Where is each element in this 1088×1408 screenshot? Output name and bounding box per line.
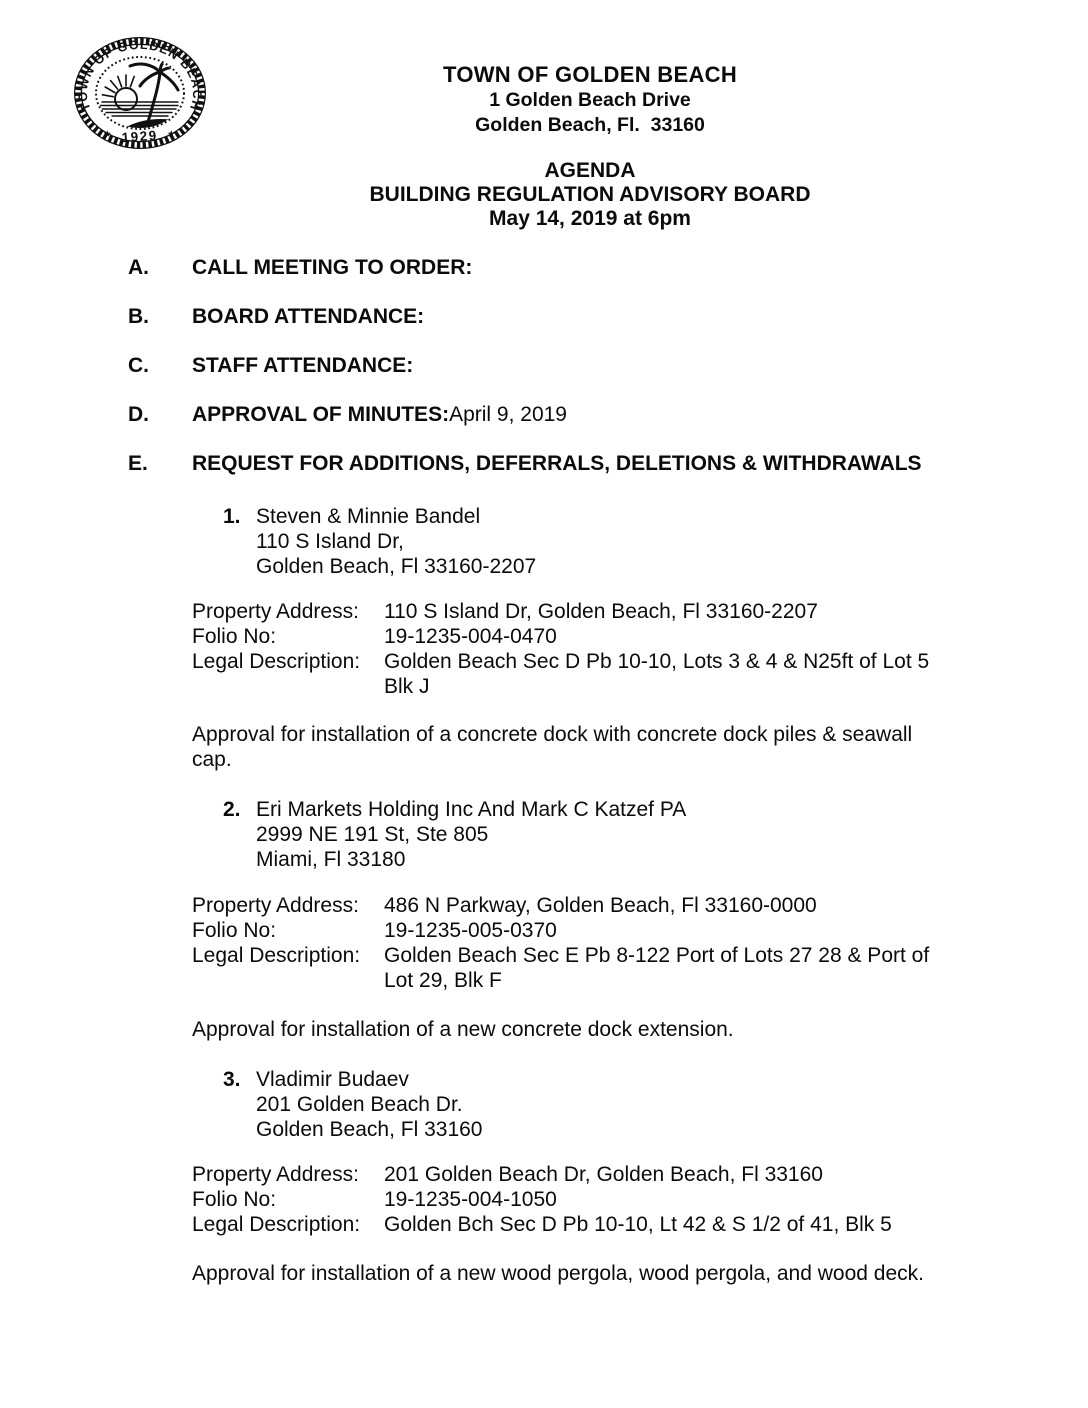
property-address-row bbox=[192, 893, 1088, 918]
folio-value: 19-1235-005-0370 bbox=[384, 919, 557, 942]
agenda-item-3-details bbox=[192, 1162, 1088, 1237]
legal-description-row bbox=[192, 649, 1088, 699]
property-address-value: 110 S Island Dr, Golden Beach, Fl 33160-2207 bbox=[384, 600, 818, 623]
section-letter: D. bbox=[128, 403, 149, 426]
property-address-label: Property Address: bbox=[192, 1163, 359, 1186]
seal-beach-scene bbox=[100, 56, 184, 131]
item-number: 1. bbox=[223, 505, 241, 528]
legal-line: Blk J bbox=[384, 675, 430, 698]
folio-row bbox=[192, 624, 1088, 649]
minutes-date: April 9, 2019 bbox=[449, 403, 567, 426]
party-address-block bbox=[256, 1067, 483, 1142]
section-title: REQUEST FOR ADDITIONS, DEFERRALS, DELETIONS & WITHDRAWALS bbox=[192, 452, 922, 475]
town-seal bbox=[72, 36, 208, 150]
party-city: Golden Beach, Fl 33160 bbox=[256, 1118, 483, 1141]
agenda-item-2-request bbox=[192, 1017, 1088, 1042]
section-title: CALL MEETING TO ORDER: bbox=[192, 256, 473, 279]
section-title: APPROVAL OF MINUTES: bbox=[192, 403, 450, 426]
legal-description-label: Legal Description: bbox=[192, 650, 361, 673]
agenda-item-1-request bbox=[192, 722, 1088, 772]
party-city: Golden Beach, Fl 33160-2207 bbox=[256, 555, 537, 578]
legal-line: Golden Beach Sec D Pb 10-10, Lots 3 & 4 & N25ft of Lot 5 bbox=[384, 650, 930, 673]
item-number: 3. bbox=[223, 1068, 241, 1091]
approval-line: cap. bbox=[192, 748, 232, 771]
board-name: BUILDING REGULATION ADVISORY BOARD bbox=[369, 183, 811, 206]
party-address-block bbox=[256, 504, 536, 579]
legal-description-label: Legal Description: bbox=[192, 944, 361, 967]
approval-line: Approval for installation of a new concrete dock extension. bbox=[192, 1018, 734, 1041]
property-address-row bbox=[192, 599, 1088, 624]
organization-name: TOWN OF GOLDEN BEACH bbox=[442, 62, 738, 87]
seal-star-left: ★ bbox=[103, 129, 112, 140]
letterhead bbox=[92, 0, 1088, 231]
party-name: Steven & Minnie Bandel bbox=[256, 505, 481, 528]
folio-label: Folio No: bbox=[192, 919, 277, 942]
meeting-datetime: May 14, 2019 at 6pm bbox=[489, 207, 691, 230]
seal-ring-text: TOWN OF GOLDEN BEACH bbox=[75, 37, 205, 114]
folio-value: 19-1235-004-0470 bbox=[384, 625, 557, 648]
agenda-item-3-party bbox=[223, 1067, 1088, 1142]
folio-value: 19-1235-004-1050 bbox=[384, 1188, 557, 1211]
property-address-label: Property Address: bbox=[192, 894, 359, 917]
party-city: Miami, Fl 33180 bbox=[256, 848, 406, 871]
section-call-to-order bbox=[128, 256, 1088, 280]
legal-description-value bbox=[384, 943, 929, 993]
section-staff-attendance bbox=[128, 354, 1088, 378]
property-address-value: 486 N Parkway, Golden Beach, Fl 33160-0000 bbox=[384, 894, 817, 917]
property-address-label: Property Address: bbox=[192, 600, 359, 623]
party-street: 2999 NE 191 St, Ste 805 bbox=[256, 823, 489, 846]
approval-line: Approval for installation of a concrete dock with concrete dock piles & seawall bbox=[192, 723, 913, 746]
legal-line: Lot 29, Blk F bbox=[384, 969, 502, 992]
legal-description-row bbox=[192, 943, 1088, 993]
legal-description-value bbox=[384, 649, 929, 699]
section-title: BOARD ATTENDANCE: bbox=[192, 305, 425, 328]
agenda-item-1-details bbox=[192, 599, 1088, 699]
party-street: 201 Golden Beach Dr. bbox=[256, 1093, 463, 1116]
party-name: Vladimir Budaev bbox=[256, 1068, 409, 1091]
section-letter: C. bbox=[128, 354, 149, 377]
document-title: AGENDA bbox=[544, 159, 636, 182]
seal-star-right: ★ bbox=[167, 129, 176, 140]
agenda-item-3-request bbox=[192, 1261, 1088, 1286]
seal-year: 1929 bbox=[121, 127, 159, 146]
agenda-item-1-party bbox=[223, 504, 1088, 579]
party-address-block bbox=[256, 797, 686, 872]
approval-line: Approval for installation of a new wood pergola, wood pergola, and wood deck. bbox=[192, 1262, 924, 1285]
section-letter: A. bbox=[128, 256, 149, 279]
party-street: 110 S Island Dr, bbox=[256, 530, 404, 553]
org-address-line-1: 1 Golden Beach Drive bbox=[489, 89, 691, 111]
section-letter: E. bbox=[128, 452, 148, 475]
folio-label: Folio No: bbox=[192, 1188, 277, 1211]
item-number: 2. bbox=[223, 798, 241, 821]
party-name: Eri Markets Holding Inc And Mark C Katzef PA bbox=[256, 798, 687, 821]
org-address-line-2: Golden Beach, Fl. 33160 bbox=[475, 114, 705, 136]
sea-lines bbox=[100, 102, 178, 116]
section-requests bbox=[128, 452, 1088, 476]
section-title: STAFF ATTENDANCE: bbox=[192, 354, 414, 377]
agenda-item-2-details bbox=[192, 893, 1088, 993]
legal-line: Golden Bch Sec D Pb 10-10, Lt 42 & S 1/2 of 41, Blk 5 bbox=[384, 1213, 892, 1236]
legal-description-label: Legal Description: bbox=[192, 1213, 361, 1236]
section-board-attendance bbox=[128, 305, 1088, 329]
folio-label: Folio No: bbox=[192, 625, 277, 648]
sun-icon bbox=[102, 75, 137, 110]
property-address-value: 201 Golden Beach Dr, Golden Beach, Fl 33160 bbox=[384, 1163, 823, 1186]
section-approval-of-minutes bbox=[128, 403, 1088, 427]
legal-line: Golden Beach Sec E Pb 8-122 Port of Lots 27 28 & Port of bbox=[384, 944, 930, 967]
seal-dotted-ring bbox=[96, 57, 184, 129]
legal-description-value bbox=[384, 1212, 892, 1237]
property-address-row bbox=[192, 1162, 1088, 1187]
legal-description-row bbox=[192, 1212, 1088, 1237]
folio-row bbox=[192, 1187, 1088, 1212]
agenda-title-block bbox=[92, 159, 1088, 231]
agenda-item-2-party bbox=[223, 797, 1088, 872]
section-letter: B. bbox=[128, 305, 149, 328]
folio-row bbox=[192, 918, 1088, 943]
